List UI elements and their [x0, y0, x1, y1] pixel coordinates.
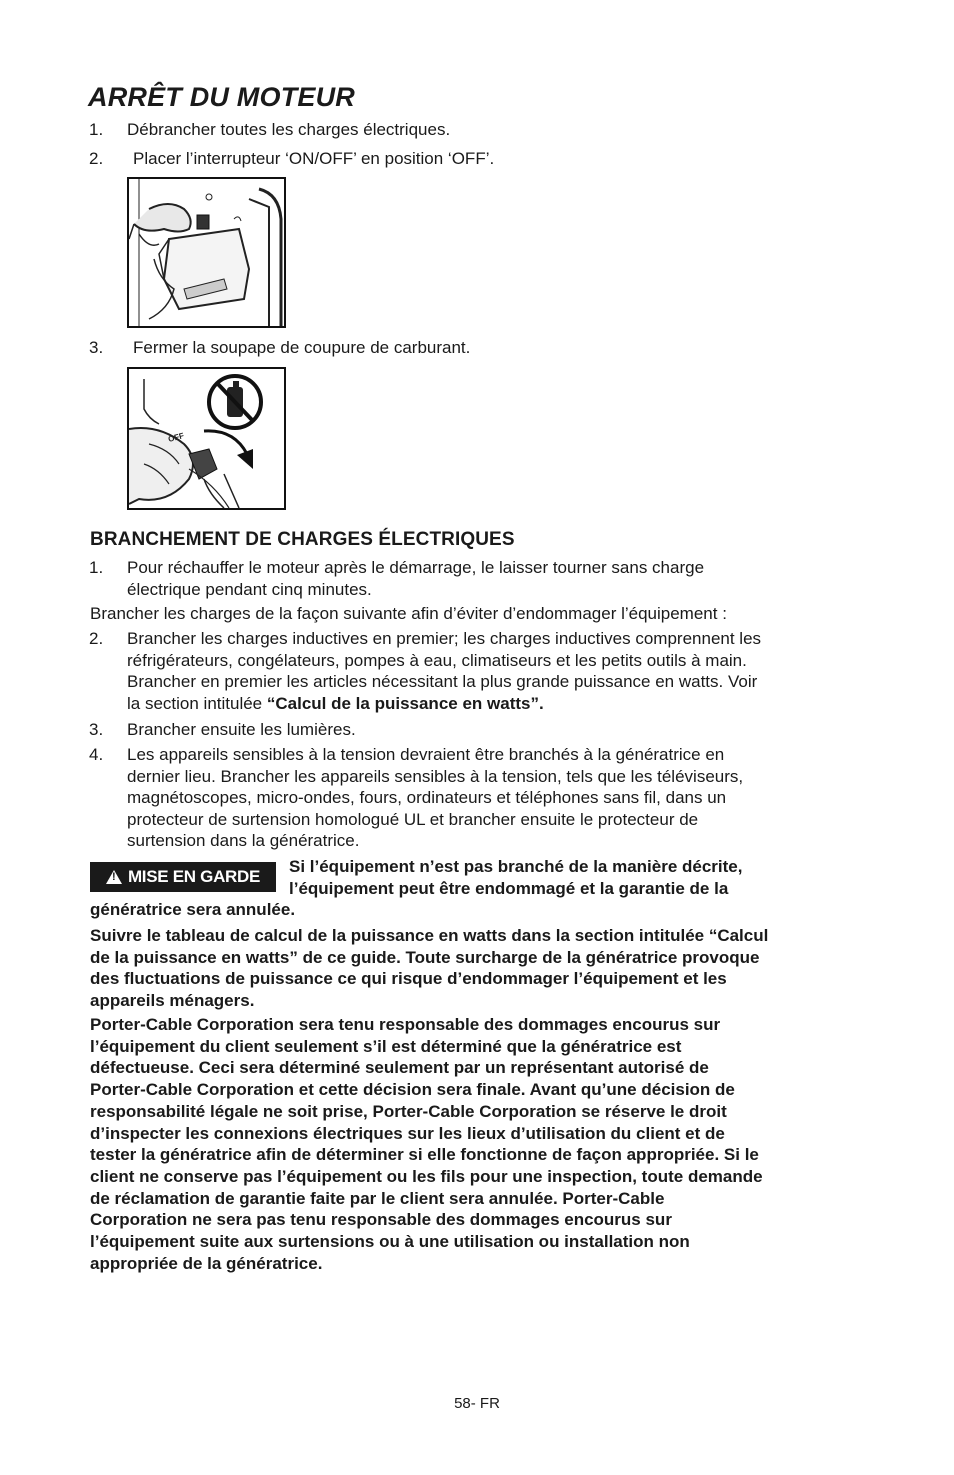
paragraph-line: appareils ménagers. [90, 991, 255, 1011]
warning-paragraph-liability [90, 1014, 870, 1274]
step-text-line: magnétoscopes, micro-ondes, fours, ordinateurs et téléphones sans fil, dans un [127, 788, 727, 808]
step-number: 3. [89, 720, 104, 739]
step-number: 2. [89, 629, 104, 648]
paragraph-line: client ne conserve pas l’équipement ou les fils pour une inspection, toute demande [90, 1166, 763, 1186]
hand-pressing-switch-icon [129, 179, 284, 326]
step-text: Brancher ensuite les lumières. [127, 720, 356, 739]
paragraph-line: Porter-Cable Corporation sera tenu responsable des dommages encourus sur [90, 1015, 721, 1034]
warning-line: génératrice sera annulée. [90, 900, 296, 920]
paragraph-line: d’inspecter les connexions électriques sur les lieux d’utilisation du client et de [90, 1123, 725, 1143]
warning-triangle-icon [106, 870, 122, 884]
fuel-valve-illustration [127, 367, 286, 510]
step-text-line: Brancher en premier les articles nécessitant la plus grande puissance en watts. Voir [127, 672, 758, 692]
step-number: 3. [89, 338, 104, 357]
intro-paragraph: Brancher les charges de la façon suivante afin d’éviter d’endommager l’équipement : [90, 604, 727, 623]
warning-line: Si l’équipement n’est pas branché de la manière décrite, [289, 857, 743, 876]
step-text-line: protecteur de surtension homologué UL et brancher ensuite le protecteur de [127, 809, 699, 829]
step-text-line: Pour réchauffer le moteur après le démarrage, le laisser tourner sans charge [127, 558, 705, 577]
off-label: OFF [167, 431, 185, 444]
caution-label: MISE EN GARDE [127, 867, 261, 886]
paragraph-line: tester la génératrice afin de déterminer si elle fonctionne de façon appropriée. Si le [90, 1145, 759, 1165]
step-text-line: surtension dans la génératrice. [127, 831, 360, 851]
warning-paragraph-wattage [90, 925, 870, 1012]
step-text: Fermer la soupape de coupure de carburant. [133, 338, 471, 357]
step-text: Débrancher toutes les charges électriques. [127, 120, 451, 139]
paragraph-line: appropriée de la génératrice. [90, 1253, 323, 1273]
paragraph-line: Porter-Cable Corporation et cette décision sera finale. Avant qu’une décision de [90, 1080, 735, 1100]
section-title-engine-stop: ARRÊT DU MOTEUR [88, 82, 355, 112]
warning-line: l’équipement peut être endommagé et la garantie de la [289, 878, 729, 898]
step-text: Placer l’interrupteur ‘ON/OFF’ en position ‘OFF’. [133, 149, 495, 168]
step-text-line: réfrigérateurs, congélateurs, pompes à eau, climatiseurs et les petits outils à main. [127, 650, 747, 670]
step-text-line: dernier lieu. Brancher les appareils sensibles à la tension, tels que les téléviseurs, [127, 766, 744, 786]
page-number: 58- FR [454, 1395, 500, 1412]
step-text-line: Les appareils sensibles à la tension devraient être branchés à la génératrice en [127, 745, 725, 764]
switch-off-illustration [127, 177, 286, 328]
paragraph-line: de la puissance en watts” de ce guide. Toute surcharge de la génératrice provoque [90, 947, 760, 967]
paragraph-line: Suivre le tableau de calcul de la puissance en watts dans la section intitulée “Calcul [90, 926, 769, 945]
paragraph-line: responsabilité légale ne soit prise, Porter-Cable Corporation se réserve le droit [90, 1101, 727, 1121]
paragraph-line: Corporation ne sera pas tenu responsable des dommages encourus sur [90, 1210, 672, 1230]
step-text-line [127, 693, 544, 715]
step-number: 4. [89, 745, 104, 764]
step-number: 1. [89, 120, 104, 139]
section-reference: “Calcul de la puissance en watts”. [266, 693, 544, 713]
step-text-line: électrique pendant cinq minutes. [127, 579, 372, 599]
step-number: 2. [89, 149, 104, 168]
paragraph-line: de réclamation de garantie faite par le client sera annulée. Porter-Cable [90, 1188, 665, 1208]
step-text-prefix: la section intitulée [127, 693, 267, 713]
paragraph-line: l’équipement suite aux surtensions ou à une utilisation ou installation non [90, 1232, 690, 1252]
paragraph-line: défectueuse. Ceci sera déterminé seulement par un représentant autorisé de [90, 1058, 709, 1078]
step-text-line: Brancher les charges inductives en premier; les charges inductives comprennent les [127, 629, 762, 648]
paragraph-line: l’équipement du client seulement s’il est déterminé que la génératrice est [90, 1036, 682, 1056]
paragraph-line: des fluctuations de puissance ce qui risque d’endommager l’équipement et les [90, 969, 727, 989]
section-title-connecting-loads: BRANCHEMENT DE CHARGES ÉLECTRIQUES [90, 529, 515, 550]
step-number: 1. [89, 558, 104, 577]
caution-badge [90, 862, 276, 892]
